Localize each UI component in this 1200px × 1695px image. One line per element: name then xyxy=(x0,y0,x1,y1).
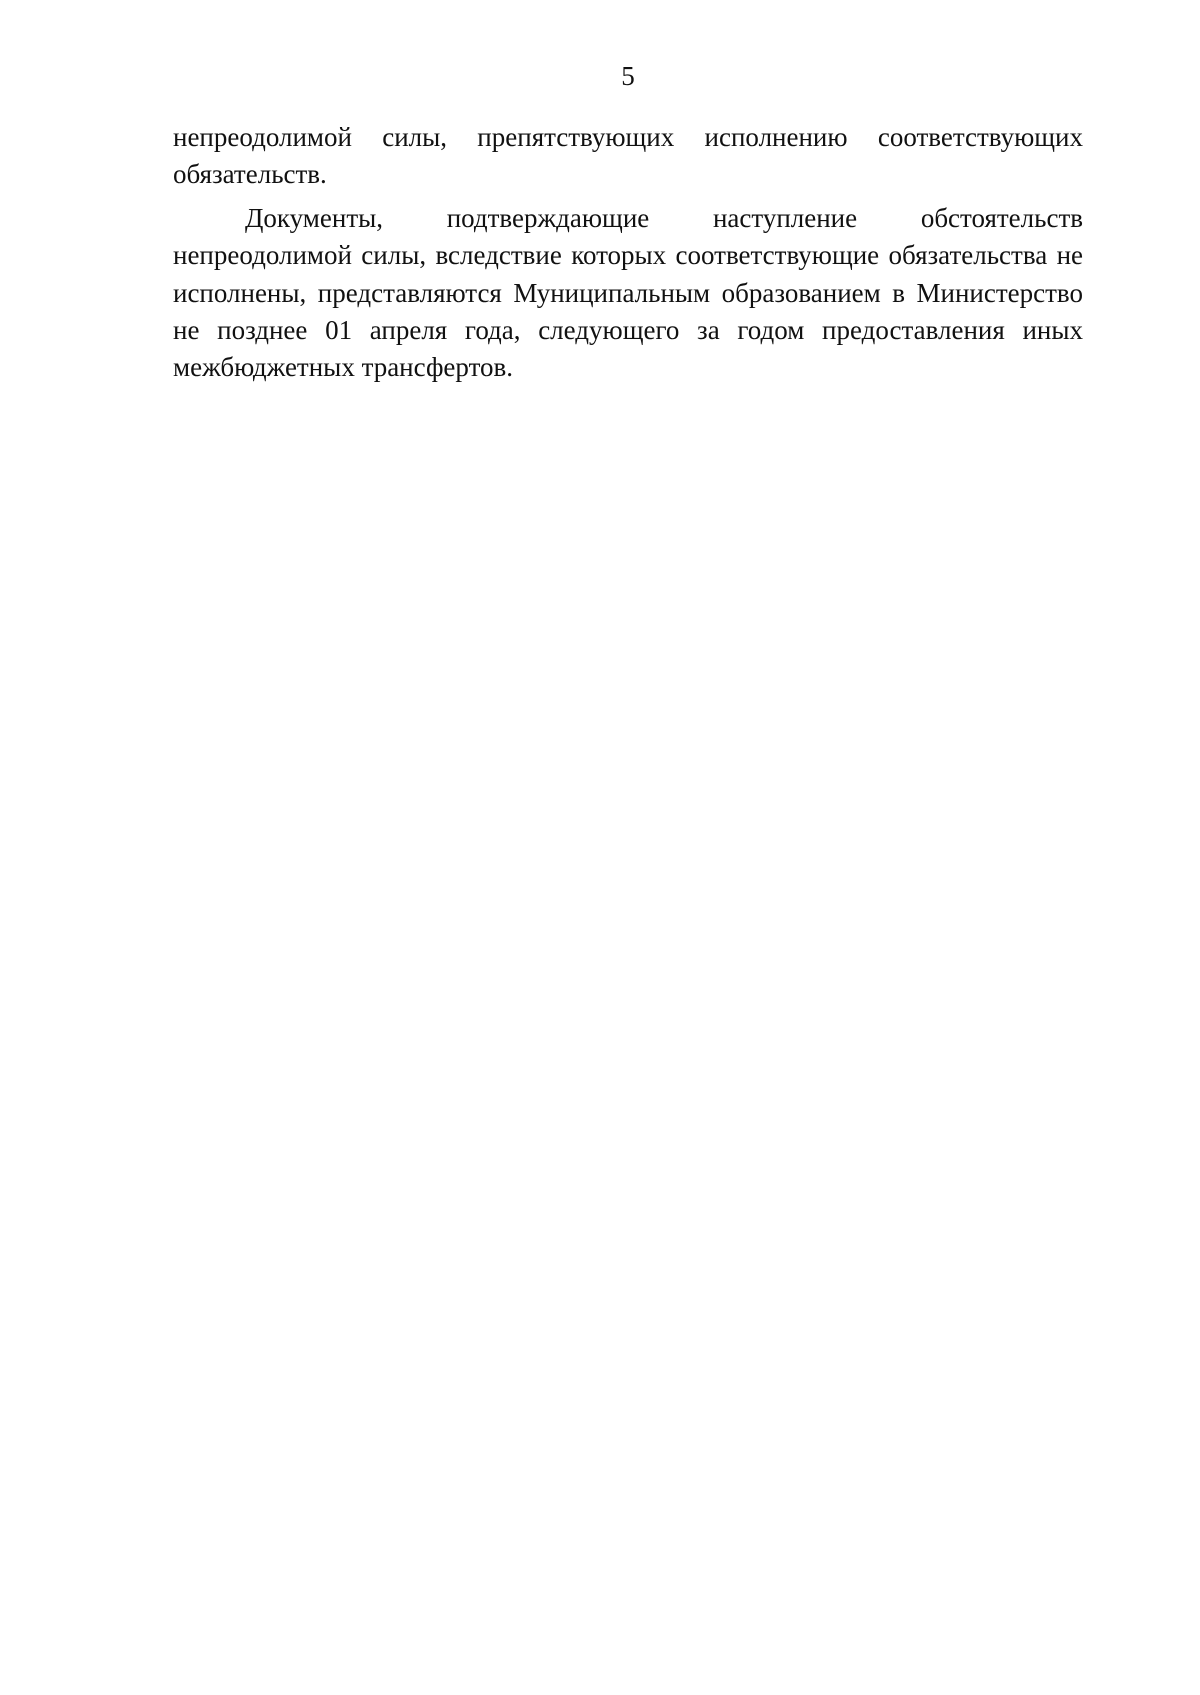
document-body xyxy=(173,119,1083,387)
paragraph-continuation: непреодолимой силы, препятствующих исполнению соответствующих обязательств. xyxy=(173,122,1083,190)
paragraph-force-majeure-documents: Документы, подтверждающие наступление обстоятельств непреодолимой силы, вследствие которых соответствующие обязательства не исполнены, представляются Муниципальным образованием в Министерство не позднее 01 апреля года, следующего за годом предоставления иных межбюджетных трансфертов. xyxy=(173,202,1083,383)
page-number: 5 xyxy=(621,61,635,91)
